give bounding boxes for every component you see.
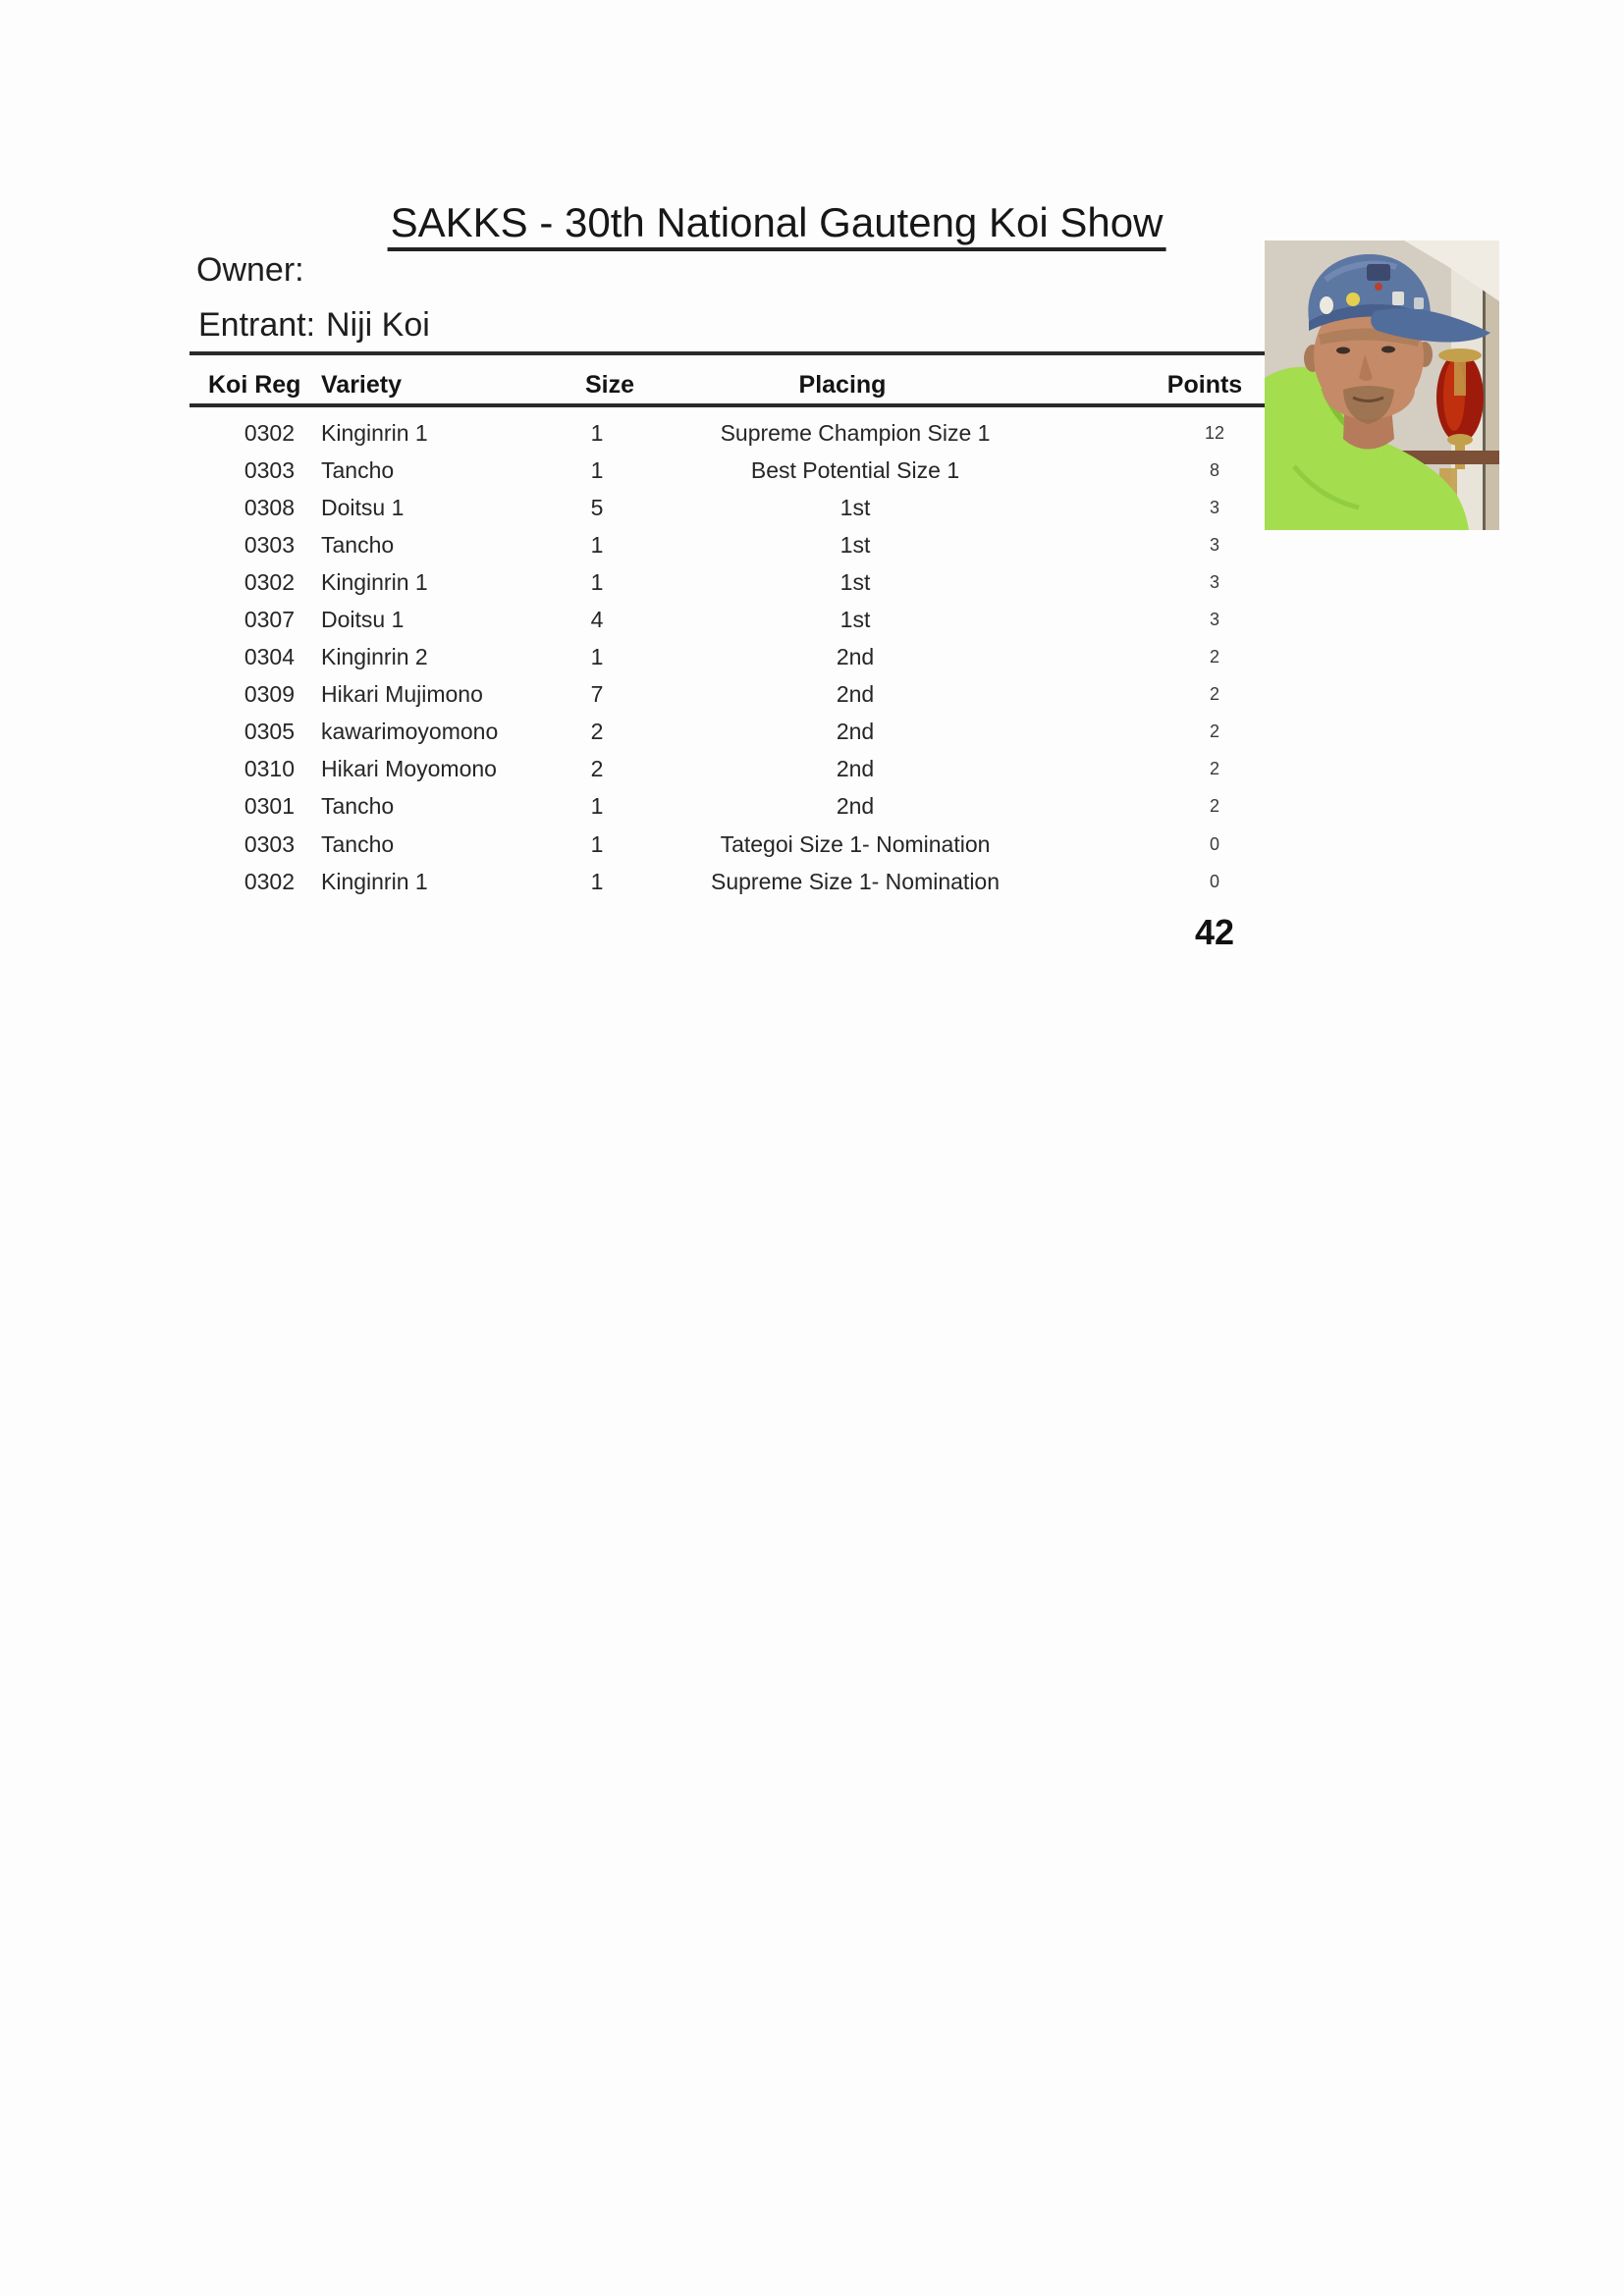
cell-variety: Hikari Moyomono: [321, 756, 497, 782]
cell-koi-reg: 0303: [244, 456, 295, 483]
cell-placing: 1st: [839, 531, 871, 558]
cell-placing: Supreme Size 1- Nomination: [710, 868, 1001, 894]
column-header-placing: Placing: [798, 371, 887, 399]
cell-koi-reg: 0305: [244, 719, 295, 745]
cell-variety: Kinginrin 1: [321, 419, 428, 446]
cap-pin: [1392, 292, 1404, 305]
cell-points: 0: [1209, 871, 1219, 891]
cell-koi-reg: 0301: [244, 793, 295, 820]
cell-size: 1: [590, 793, 604, 820]
table-row: [0, 639, 1624, 676]
cell-placing: 1st: [839, 494, 871, 520]
table-row: [0, 863, 1624, 900]
cell-variety: Kinginrin 1: [321, 568, 428, 595]
cell-points: 2: [1209, 684, 1219, 705]
column-header-koi-reg: Koi Reg: [208, 371, 301, 399]
cell-koi-reg: 0302: [244, 568, 295, 595]
cell-size: 2: [590, 756, 604, 782]
table-row: [0, 601, 1624, 638]
cell-variety: Tancho: [321, 456, 395, 483]
cell-points: 2: [1209, 759, 1219, 779]
table-header-rule: [189, 403, 1265, 407]
cap-patch: [1367, 264, 1390, 281]
table-row: [0, 563, 1624, 601]
cell-variety: Hikari Mujimono: [321, 681, 483, 708]
cell-size: 1: [590, 531, 604, 558]
total-points: 42: [1194, 912, 1235, 952]
cell-size: 1: [590, 644, 604, 670]
table-row: [0, 826, 1624, 863]
cell-size: 5: [590, 494, 604, 520]
page-title: SAKKS - 30th National Gauteng Koi Show: [388, 200, 1166, 251]
eye: [1381, 347, 1395, 353]
cell-variety: kawarimoyomono: [321, 719, 499, 745]
cell-points: 2: [1209, 796, 1219, 817]
cell-size: 2: [590, 719, 604, 745]
cell-koi-reg: 0307: [244, 607, 295, 633]
cell-koi-reg: 0302: [244, 419, 295, 446]
cell-points: 3: [1209, 571, 1219, 592]
cell-points: 2: [1209, 721, 1219, 742]
cell-variety: Doitsu 1: [321, 494, 405, 520]
cell-points: 3: [1209, 534, 1219, 555]
cell-placing: 2nd: [836, 681, 875, 708]
eye: [1336, 347, 1350, 354]
cell-koi-reg: 0303: [244, 531, 295, 558]
cell-koi-reg: 0303: [244, 830, 295, 857]
table-row: [0, 751, 1624, 788]
table-row: [0, 676, 1624, 714]
cap-pin: [1375, 283, 1382, 291]
cell-variety: Tancho: [321, 830, 395, 857]
cell-points: 3: [1209, 497, 1219, 517]
cell-points: 8: [1209, 459, 1219, 480]
cap-pin: [1414, 297, 1424, 309]
table-row: [0, 526, 1624, 563]
cell-size: 1: [590, 868, 604, 894]
table-row: [0, 788, 1624, 826]
entrant-value: Niji Koi: [326, 306, 430, 344]
cell-variety: Tancho: [321, 531, 395, 558]
cell-placing: 1st: [839, 607, 871, 633]
cell-placing: 1st: [839, 568, 871, 595]
cell-koi-reg: 0309: [244, 681, 295, 708]
cell-koi-reg: 0304: [244, 644, 295, 670]
cell-variety: Kinginrin 1: [321, 868, 428, 894]
cell-placing: 2nd: [836, 793, 875, 820]
table-row: [0, 714, 1624, 751]
cell-size: 1: [590, 830, 604, 857]
cap-pin: [1346, 293, 1360, 306]
cell-points: 0: [1209, 833, 1219, 854]
cell-variety: Tancho: [321, 793, 395, 820]
cell-points: 2: [1209, 647, 1219, 667]
entrant-photo-graphic: [1265, 240, 1499, 530]
cell-placing: 2nd: [836, 644, 875, 670]
cell-koi-reg: 0310: [244, 756, 295, 782]
cell-placing: Tategoi Size 1- Nomination: [720, 830, 991, 857]
cell-placing: Supreme Champion Size 1: [720, 419, 991, 446]
entrant-label: Entrant:: [198, 306, 316, 344]
cell-size: 1: [590, 568, 604, 595]
entrant-photo: [1265, 240, 1499, 530]
column-header-points: Points: [1166, 371, 1243, 399]
cell-points: 3: [1209, 610, 1219, 630]
cell-koi-reg: 0308: [244, 494, 295, 520]
cell-variety: Doitsu 1: [321, 607, 405, 633]
cap-pin: [1320, 296, 1333, 314]
cell-koi-reg: 0302: [244, 868, 295, 894]
column-header-variety: Variety: [321, 371, 403, 399]
cell-placing: Best Potential Size 1: [750, 456, 960, 483]
cell-placing: 2nd: [836, 719, 875, 745]
table-top-rule: [189, 351, 1265, 355]
cell-placing: 2nd: [836, 756, 875, 782]
owner-label: Owner:: [196, 251, 304, 289]
cell-size: 1: [590, 456, 604, 483]
cell-size: 4: [590, 607, 604, 633]
cell-points: 12: [1204, 422, 1225, 443]
cell-variety: Kinginrin 2: [321, 644, 428, 670]
cell-size: 7: [590, 681, 604, 708]
cell-size: 1: [590, 419, 604, 446]
column-header-size: Size: [584, 371, 635, 399]
